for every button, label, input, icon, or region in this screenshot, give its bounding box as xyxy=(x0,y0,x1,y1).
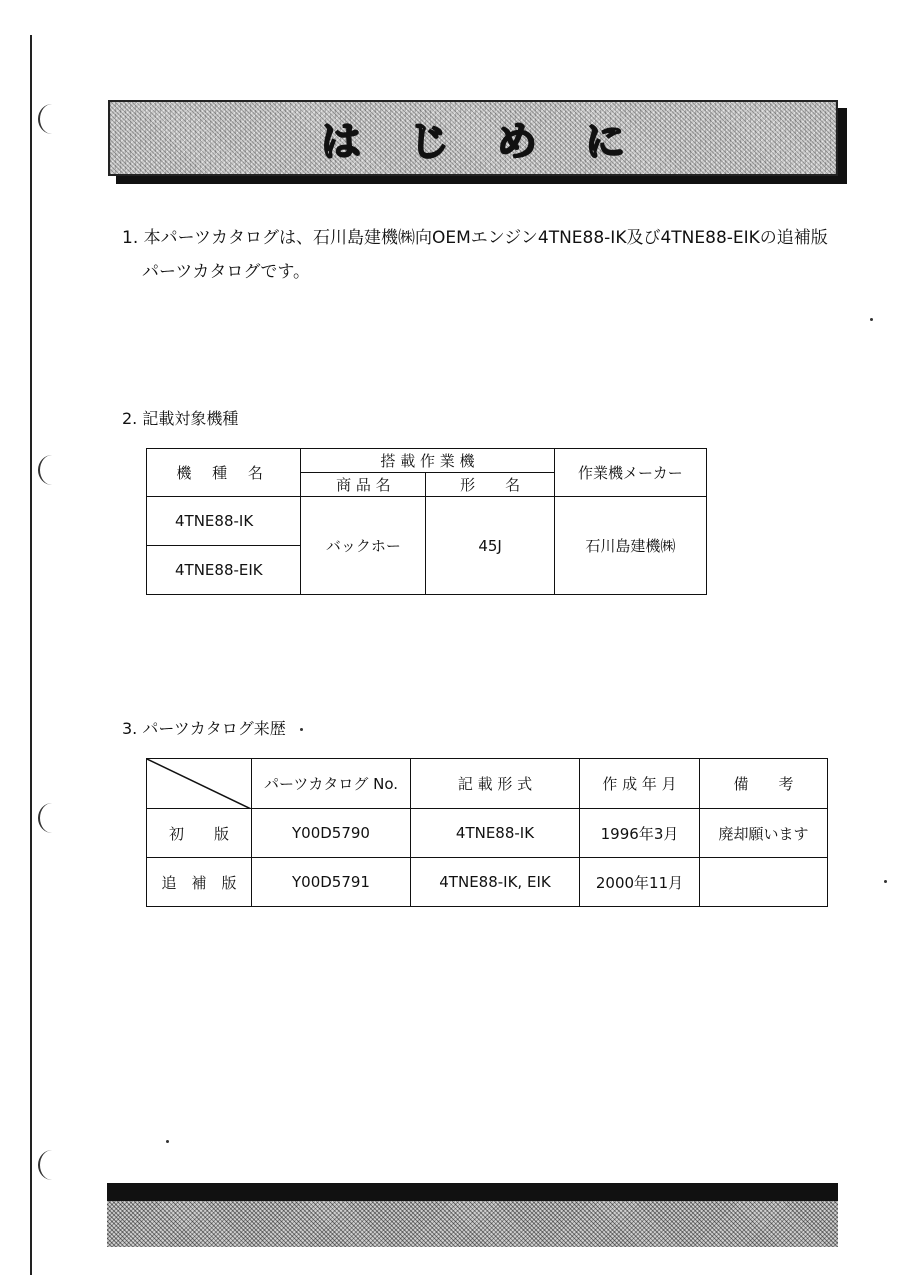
target-models-table xyxy=(146,448,707,595)
title-shadow xyxy=(838,108,847,184)
header-model: 機 種 名 xyxy=(147,449,301,497)
model-cell: 4TNE88-EIK xyxy=(147,546,301,595)
header-note: 備 考 xyxy=(700,759,828,809)
section-2-heading: 2. 記載対象機種 xyxy=(122,409,239,428)
title-banner xyxy=(108,100,838,176)
section-3-heading: 3. パーツカタログ来歴 xyxy=(122,719,286,738)
note-cell: 廃却願います xyxy=(700,809,828,858)
binder-line xyxy=(30,35,32,1275)
header-product: 商 品 名 xyxy=(301,473,426,497)
header-mounted: 搭 載 作 業 機 xyxy=(301,449,554,473)
edition-label: 初 版 xyxy=(147,809,252,858)
footer-bar xyxy=(107,1183,838,1201)
type-cell: 45J xyxy=(426,497,554,595)
scan-speck xyxy=(884,880,887,883)
diagonal-line xyxy=(147,759,251,809)
model-cell: 4TNE88-IK xyxy=(147,497,301,546)
table-row xyxy=(147,858,828,907)
format-cell: 4TNE88-IK xyxy=(411,809,580,858)
maker-cell: 石川島建機㈱ xyxy=(554,497,706,595)
scan-speck xyxy=(870,318,873,321)
table-row xyxy=(147,809,828,858)
punch-hole xyxy=(38,104,66,134)
note-cell xyxy=(700,858,828,907)
title-shadow xyxy=(116,176,847,184)
catalog-history-table xyxy=(146,758,828,907)
intro-line-2: パーツカタログです。 xyxy=(142,262,310,282)
intro-line-1: 1. 本パーツカタログは、石川島建機㈱向OEMエンジン4TNE88-IK及び4TNE88-EIKの追補版 xyxy=(122,228,828,248)
edition-label: 追 補 版 xyxy=(147,858,252,907)
product-cell: バックホー xyxy=(301,497,426,595)
date-cell: 2000年11月 xyxy=(580,858,700,907)
punch-hole xyxy=(38,455,66,485)
scan-speck xyxy=(300,728,303,731)
header-catalog-no: パーツカタログ No. xyxy=(252,759,411,809)
page-title: はじめに xyxy=(321,118,673,165)
scan-speck xyxy=(166,1140,169,1143)
diagonal-corner-cell xyxy=(147,759,252,809)
header-maker: 作業機メーカー xyxy=(554,449,706,497)
punch-hole xyxy=(38,803,66,833)
footer-pattern xyxy=(107,1201,838,1247)
format-cell: 4TNE88-IK, EIK xyxy=(411,858,580,907)
date-cell: 1996年3月 xyxy=(580,809,700,858)
punch-hole xyxy=(38,1150,66,1180)
catalog-no-cell: Y00D5791 xyxy=(252,858,411,907)
header-type: 形 名 xyxy=(426,473,554,497)
catalog-no-cell: Y00D5790 xyxy=(252,809,411,858)
header-format: 記 載 形 式 xyxy=(411,759,580,809)
header-date: 作 成 年 月 xyxy=(580,759,700,809)
